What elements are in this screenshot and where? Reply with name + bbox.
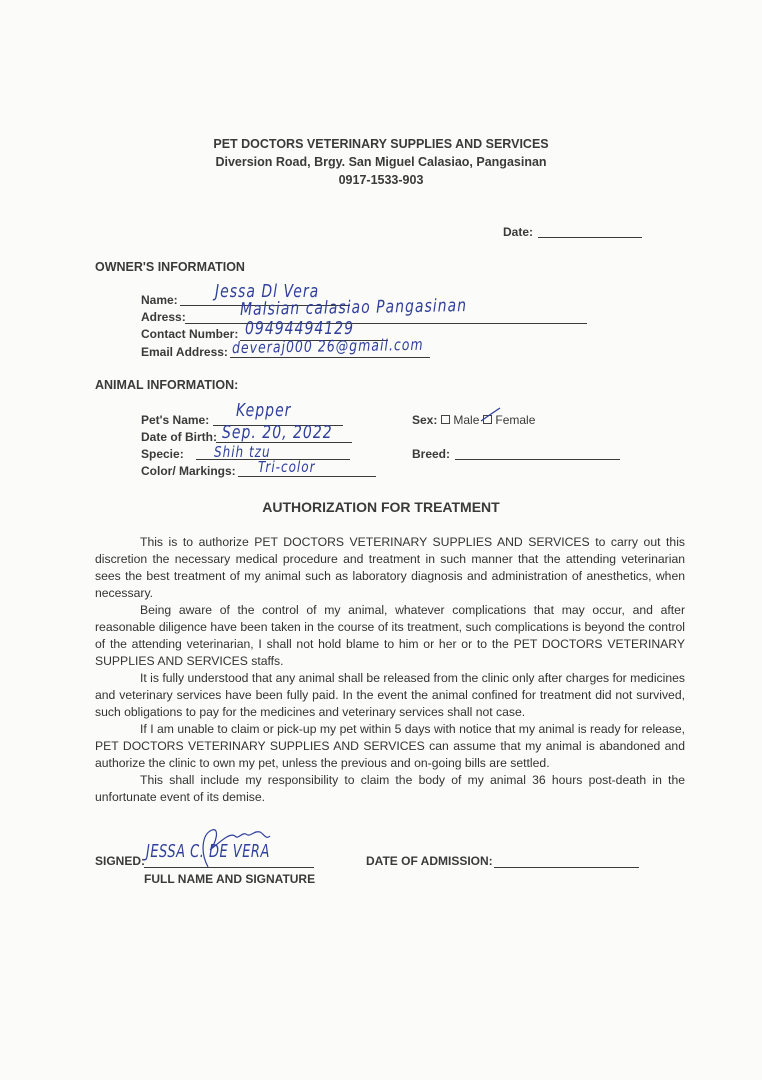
owner-contact-label: Contact Number: <box>141 327 239 341</box>
signature-flourish-icon <box>180 822 280 872</box>
authorization-paragraph: It is fully understood that any animal shall be released from the clinic only after charges for medicines and veterinary services have been fully paid. In the event the animal confined for treatment did not survived, such obligations to pay for the medicines and veterinary services shall not case. <box>95 671 685 719</box>
authorization-title: AUTHORIZATION FOR TREATMENT <box>262 499 500 515</box>
date-field[interactable] <box>538 237 642 238</box>
owner-email-field[interactable]: deveraj000 26@gmail.com <box>231 334 424 357</box>
specie-field[interactable]: Shih tzu <box>214 443 271 461</box>
color-line <box>238 476 376 477</box>
admission-label: DATE OF ADMISSION: <box>366 854 493 868</box>
male-label: Male <box>453 413 480 427</box>
pet-name-field[interactable]: Kepper <box>236 401 292 421</box>
authorization-paragraph: Being aware of the control of my animal, whatever complications that may occur, and after reasonable diligence have been taken in the course of its treatment, such complications is beyond the control of the attending veterinarian, I shall not hold blame to him or her or to the PET DOCTORS VETERINARY SUPPLIES AND SERVICES staffs. <box>95 603 685 668</box>
dob-field[interactable]: Sep. 20, 2022 <box>222 423 333 443</box>
female-checkbox[interactable] <box>483 415 492 424</box>
authorization-paragraph: If I am unable to claim or pick-up my pet within 5 days with notice that my animal is ready for release, PET DOCTORS VETERINARY SUPPLIES AND SERVICES can assume that my animal is abandoned and authorize the clinic to own my pet, unless the previous and on-going bills are settled. <box>95 722 685 770</box>
breed-label: Breed: <box>412 447 451 461</box>
authorization-paragraph: This shall include my responsibility to claim the body of my animal 36 hours post-death in the unfortunate event of its demise. <box>95 773 685 804</box>
signed-label: SIGNED: <box>95 854 146 868</box>
sex-field[interactable] <box>412 413 535 427</box>
male-checkbox[interactable] <box>441 415 450 424</box>
authorization-body <box>95 534 685 806</box>
business-address: Diversion Road, Brgy. San Miguel Calasiao, Pangasinan <box>215 155 547 169</box>
check-mark-icon <box>480 407 502 425</box>
owner-contact-field[interactable]: 09494494129 <box>245 319 354 339</box>
female-label: Female <box>495 413 536 427</box>
owner-email-line <box>230 357 430 358</box>
owner-email-label: Email Address: <box>141 345 228 359</box>
breed-field[interactable] <box>455 459 620 460</box>
owner-name-field[interactable]: Jessa Dl Vera <box>215 282 320 302</box>
business-phone: 0917-1533-903 <box>338 173 424 187</box>
color-label: Color/ Markings: <box>141 464 236 478</box>
animal-section-title: ANIMAL INFORMATION: <box>95 378 239 392</box>
owner-address-label: Adress: <box>141 310 186 324</box>
admission-date-field[interactable] <box>494 867 639 868</box>
color-field[interactable]: Tri-color <box>258 458 316 476</box>
authorization-paragraph: This is to authorize PET DOCTORS VETERINARY SUPPLIES AND SERVICES to carry out this discretion the necessary medical procedure and treatment in such manner that the attending veterinarian sees the best treatment of my animal such as laboratory diagnosis and administration of anesthetics, when necessary. <box>95 535 685 600</box>
owner-address-field[interactable]: Malsian calasiao Pangasinan <box>239 296 468 320</box>
owner-section-title: OWNER'S INFORMATION <box>95 260 245 274</box>
pet-name-label: Pet's Name: <box>141 413 210 427</box>
business-name: PET DOCTORS VETERINARY SUPPLIES AND SERVICES <box>213 137 549 151</box>
sex-label: Sex: <box>412 413 438 427</box>
specie-label: Specie: <box>141 447 184 461</box>
date-label: Date: <box>503 225 534 239</box>
dob-label: Date of Birth: <box>141 430 217 444</box>
owner-name-label: Name: <box>141 293 178 307</box>
signature-field[interactable]: JESSA C. DE VERA <box>146 842 270 863</box>
signature-sub-label: FULL NAME AND SIGNATURE <box>144 872 316 886</box>
